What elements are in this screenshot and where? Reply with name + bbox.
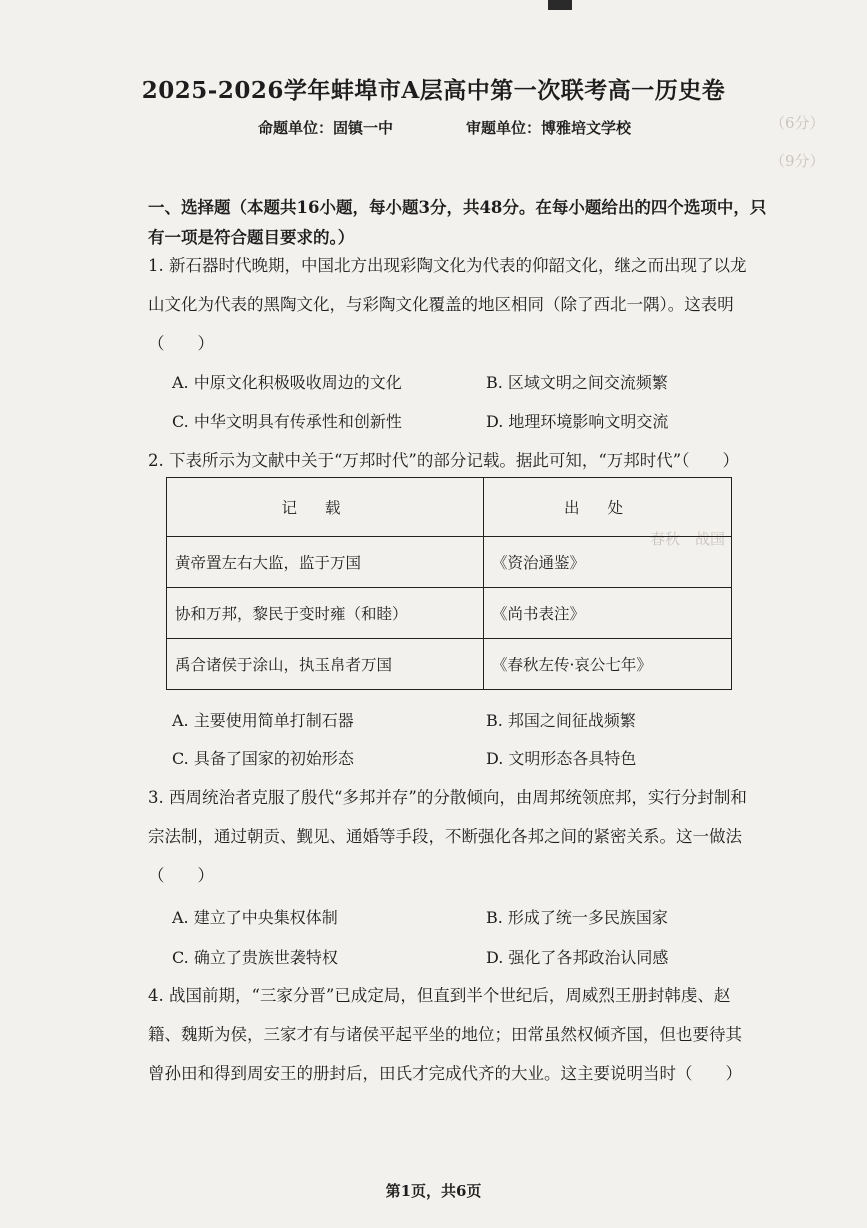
table-cell-source: 《春秋左传·哀公七年》 (484, 639, 732, 690)
table-header-row (167, 478, 732, 537)
question-1-option-b: B. 区域文明之间交流频繁 (486, 373, 668, 392)
table-cell-record: 黄帝置左右大监，监于万国 (167, 537, 484, 588)
question-3-option-a: A. 建立了中央集权体制 (172, 908, 338, 927)
question-2-option-a: A. 主要使用简单打制石器 (172, 711, 354, 730)
table-cell-source: 《尚书表注》 (484, 588, 732, 639)
question-2-option-c: C. 具备了国家的初始形态 (172, 749, 354, 768)
table-cell-source: 《资治通鉴》 (484, 537, 732, 588)
reviewer-unit: 审题单位：博雅培文学校 (466, 119, 632, 137)
setter-unit: 命题单位：固镇一中 (258, 119, 394, 137)
question-2-stem: 2. 下表所示为文献中关于“万邦时代”的部分记载。据此可知，“万邦时代”（ ） (148, 451, 739, 470)
question-4-stem: 4. 战国前期，“三家分晋”已成定局，但直到半个世纪后，周威烈王册封韩虔、赵籍、魏斯为侯，三家才有与诸侯平起平坐的地位；田常虽然权倾齐国，但也要待其曾孙田和得到周安王的册封后，田氏才完成代齐的大业。这主要说明当时（ ） (148, 986, 742, 1083)
question-1-stem: 1. 新石器时代晚期，中国北方出现彩陶文化为代表的仰韶文化，继之而出现了以龙山文化为代表的黑陶文化，与彩陶文化覆盖的地区相同（除了西北一隅）。这表明（ ） (148, 256, 747, 353)
question-3-stem: 3. 西周统治者克服了殷代“多邦并存”的分散倾向，由周邦统领庶邦，实行分封制和宗法制，通过朝贡、觐见、通婚等手段，不断强化各邦之间的紧密关系。这一做法（ ） (148, 788, 747, 885)
bleed-through-text: （6分） (770, 114, 825, 132)
page-number: 第1页，共6页 (385, 1182, 482, 1200)
question-1-option-a: A. 中原文化积极吸收周边的文化 (172, 373, 402, 392)
exam-title: 2025-2026学年蚌埠市A层高中第一次联考高一历史卷 (141, 77, 726, 104)
table-row (167, 588, 732, 639)
table-cell-record: 禹合诸侯于涂山，执玉帛者万国 (167, 639, 484, 690)
section-heading: 一、选择题（本题共16小题，每小题3分，共48分。在每小题给出的四个选项中，只有一项是符合题目要求的。） (148, 198, 767, 247)
question-3-option-d: D. 强化了各邦政治认同感 (486, 948, 669, 967)
records-table (166, 477, 732, 690)
table-header-record: 记载 (167, 478, 484, 537)
table-header-source: 出处 (484, 478, 732, 537)
scan-mark (548, 0, 572, 10)
bleed-through-text: 春秋 战国 (650, 530, 726, 548)
question-1-option-d: D. 地理环境影响文明交流 (486, 412, 669, 431)
table-row (167, 639, 732, 690)
table-row (167, 537, 732, 588)
question-3-option-b: B. 形成了统一多民族国家 (486, 908, 668, 927)
question-1-option-c: C. 中华文明具有传承性和创新性 (172, 412, 402, 431)
bleed-through-text: （9分） (770, 152, 825, 170)
question-3-option-c: C. 确立了贵族世袭特权 (172, 948, 338, 967)
question-2-option-d: D. 文明形态各具特色 (486, 749, 637, 768)
question-2-option-b: B. 邦国之间征战频繁 (486, 711, 636, 730)
table-cell-record: 协和万邦，黎民于变时雍（和睦） (167, 588, 484, 639)
